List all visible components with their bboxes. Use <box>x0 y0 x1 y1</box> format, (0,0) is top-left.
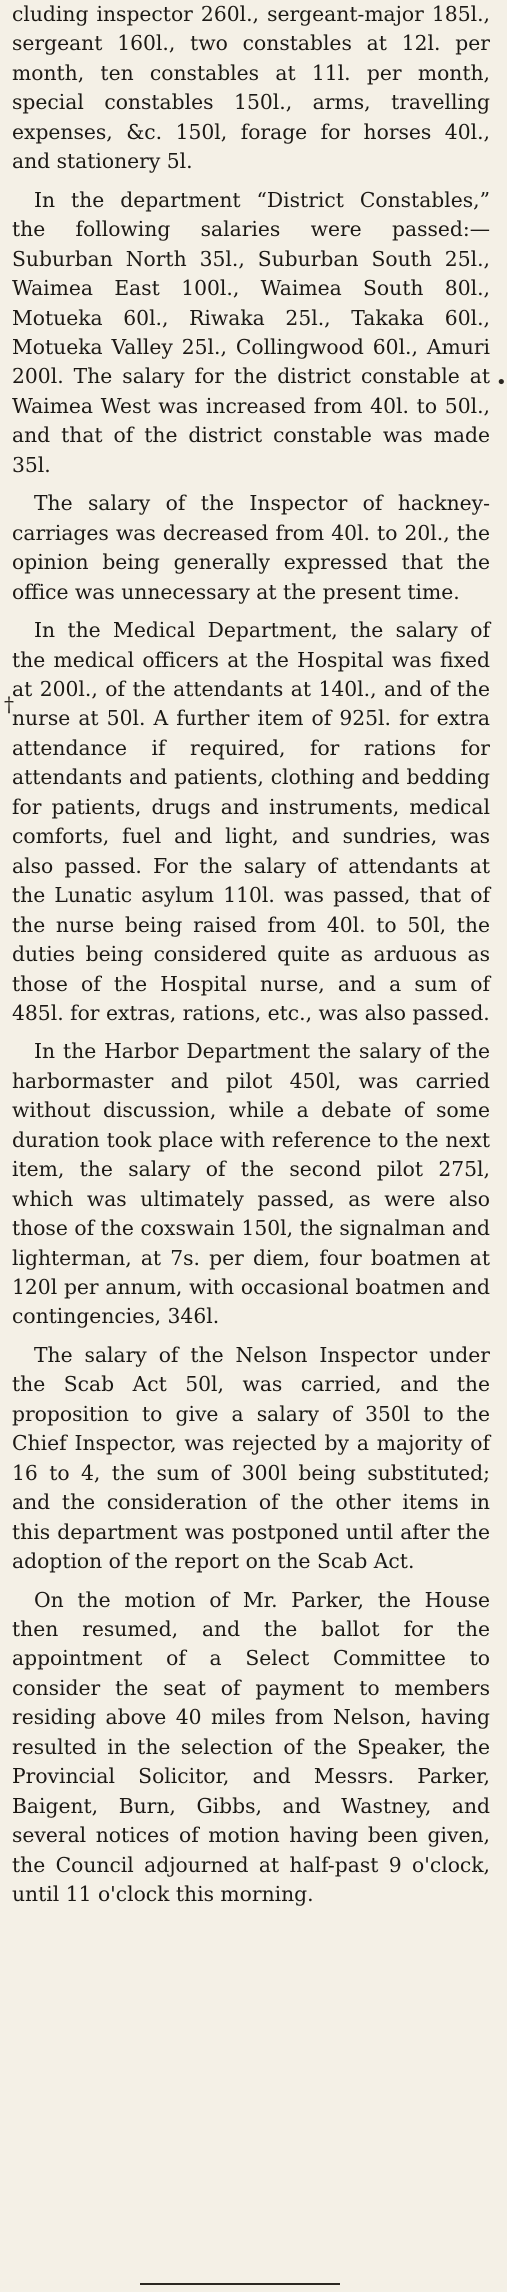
paragraph-district-constables: In the department “District Constables,” the following salaries were passed:—Suburban North 35l., Suburban South 25l., Waimea East 100l., Waimea South 80l., Motueka 60l., Riwaka 25l., Takaka 60l., Motueka Valley 25l., Collingwood 60l., Amuri 200l. The salary for the district constable at Waimea West was increased from 40l. to 50l., and that of the district constable was made 35l. <box>12 187 490 477</box>
article-column <box>12 0 490 2292</box>
margin-dagger-mark: † <box>4 692 14 716</box>
closing-rule <box>140 2283 340 2285</box>
paragraph-gap <box>12 1028 490 1037</box>
paragraph-scab-act: The salary of the Nelson Inspector under the Scab Act 50l, was carried, and the proposition to give a salary of 350l to the Chief Inspector, was rejected by a majority of 16 to 4, the sum of 300l being substituted; and the consideration of the other items in this department was postponed until after the adoption of the report on the Scab Act. <box>12 1342 490 1574</box>
paragraph-gap <box>12 607 490 616</box>
paragraph-gap <box>12 480 490 489</box>
paragraph-medical-department: In the Medical Department, the salary of the medical officers at the Hospital was fixed at 200l., of the attendants at 140l., and of the nurse at 50l. A further item of 925l. for extra attendance if required, for rations for attendants and patients, clothing and bedding for patients, drugs and instruments, medical comforts, fuel and light, and sundries, was also passed. For the salary of attendants at the Lunatic asylum 110l. was passed, that of the nurse being raised from 40l. to 50l, the duties being considered quite as arduous as those of the Hospital nurse, and a sum of 485l. for extras, rations, etc., was also passed. <box>12 618 490 1025</box>
paragraph-select-committee: On the motion of Mr. Parker, the House then resumed, and the ballot for the appointment of a Select Committee to consider the seat of payment to members residing above 40 miles from Nelson, having resulted in the selection of the Speaker, the Provincial Solicitor, and Messrs. Parker, Baigent, Burn, Gibbs, and Wastney, and several notices of motion having been given, the Council adjourned at half-past 9 o'clock, until 11 o'clock this morning. <box>12 1587 490 1907</box>
paragraph-police-salaries: cluding inspector 260l., sergeant-major 185l., sergeant 160l., two constables at 12l. per month, ten constables at 11l. per month, special constables 150l., arms, travelling expenses, &c. 150l, forage for horses 40l., and stationery 5l. <box>12 2 490 174</box>
paragraph-gap <box>12 177 490 186</box>
paragraph-gap <box>12 1577 490 1586</box>
margin-dot-mark: • <box>496 372 507 393</box>
paragraph-gap <box>12 1332 490 1341</box>
paragraph-harbor-department: In the Harbor Department the salary of the harbormaster and pilot 450l, was carried without discussion, while a debate of some duration took place with reference to the next item, the salary of the second pilot 275l, which was ultimately passed, as were also those of the coxswain 150l, the signalman and lighterman, at 7s. per diem, four boatmen at 120l per annum, with occasional boatmen and contingencies, 346l. <box>12 1039 490 1329</box>
paragraph-hackney-inspector: The salary of the Inspector of hackney-carriages was decreased from 40l. to 20l., the opinion being generally expressed that the office was unnecessary at the present time. <box>12 491 490 604</box>
